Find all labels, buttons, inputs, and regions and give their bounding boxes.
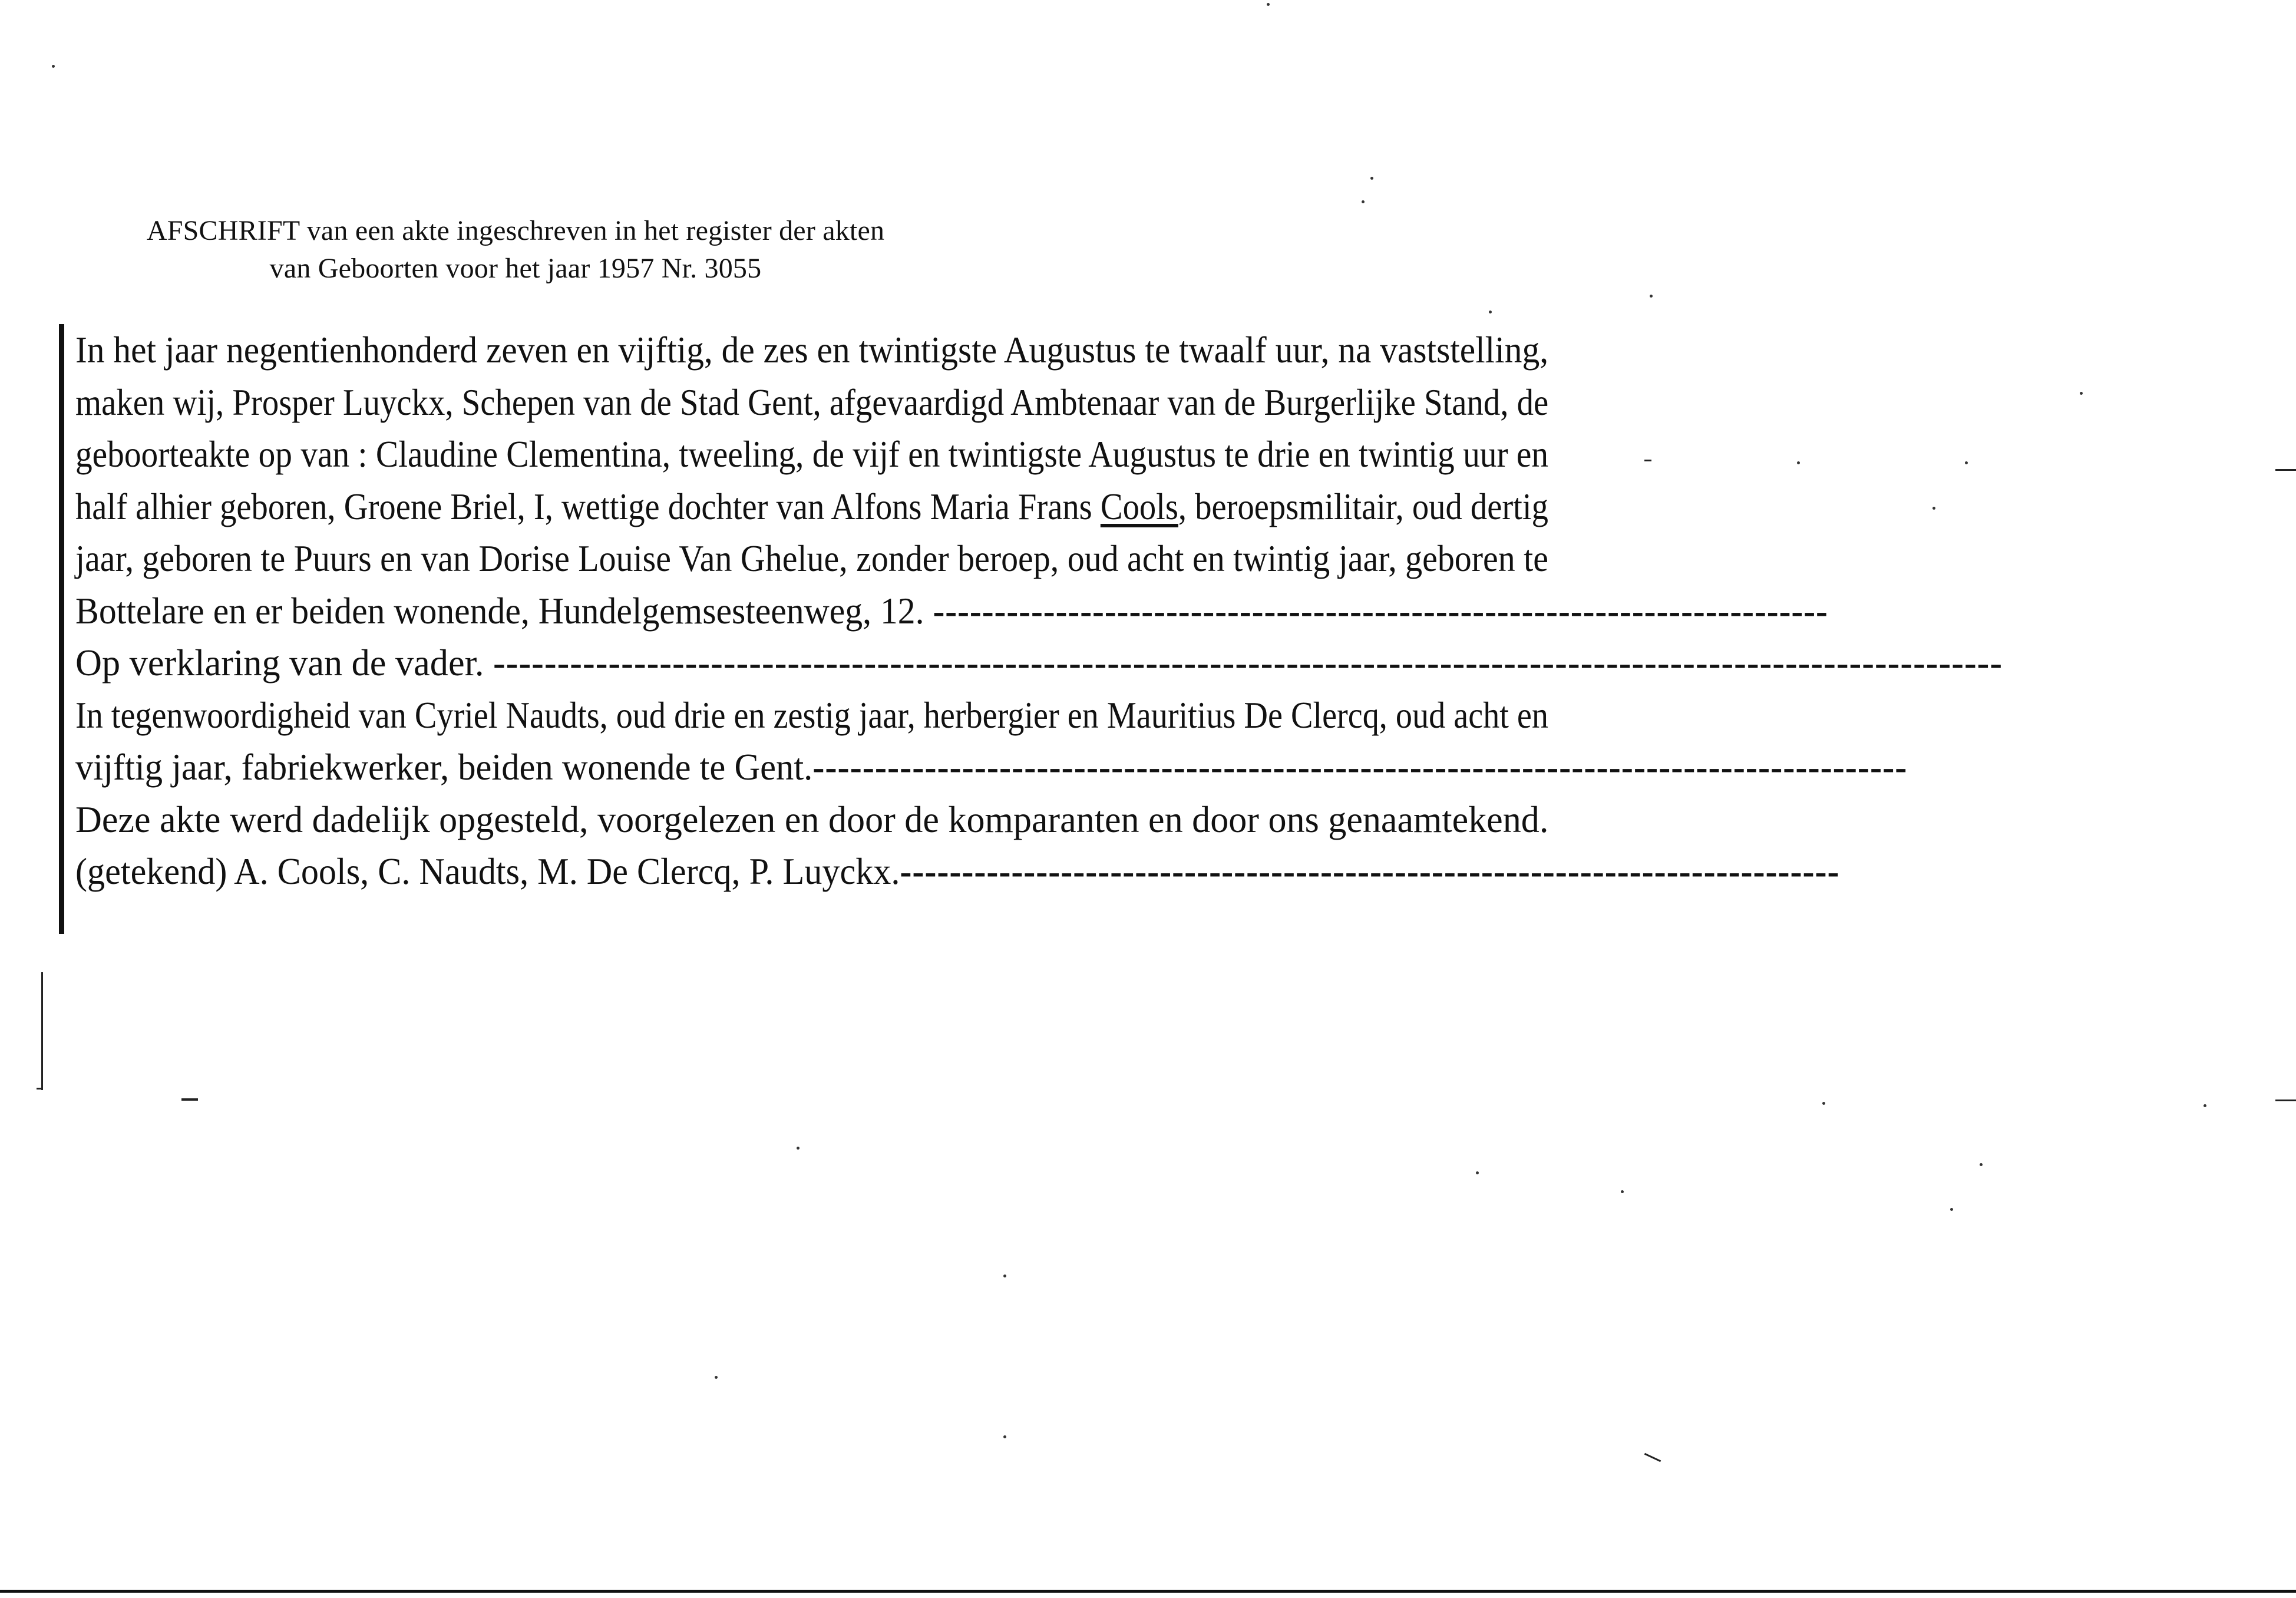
body-line: maken wij, Prosper Luyckx, Schepen van de Stad Gent, afgevaardigd Ambtenaar van de Burgerlijke Stand, de xyxy=(75,381,1549,423)
body-line-text: Bottelare en er beiden wonende, Hundelgemsesteenweg, 12. xyxy=(75,589,924,632)
scan-speck xyxy=(1950,1208,1953,1211)
dash-filler: ------------------------------------------------------------------------- xyxy=(933,589,1828,632)
scan-speck xyxy=(1932,507,1935,510)
body-line-text: (getekend) A. Cools, C. Naudts, M. De Clercq, P. Luyckx. xyxy=(75,850,900,892)
body-line: jaar, geboren te Puurs en van Dorise Louise Van Ghelue, zonder beroep, oud acht en twintig jaar, geboren te xyxy=(75,537,1548,579)
scan-mark-dash xyxy=(2275,1100,2296,1101)
body-line-dashed xyxy=(75,585,1828,638)
scan-speck xyxy=(1003,1275,1006,1277)
deed-body xyxy=(75,324,2003,898)
underlined-surname: Cools xyxy=(1100,485,1178,527)
scan-speck xyxy=(1621,1190,1624,1193)
left-margin-bar xyxy=(59,324,64,934)
scan-speck xyxy=(1003,1435,1006,1438)
scan-speck xyxy=(1476,1171,1479,1174)
scan-mark-dash xyxy=(2275,469,2296,471)
document-heading xyxy=(59,212,972,288)
scan-bottom-edge xyxy=(0,1590,2296,1593)
body-line-text: Op verklaring van de vader. xyxy=(75,642,484,684)
body-line-text: vijftig jaar, fabriekwerker, beiden wonende te Gent. xyxy=(75,746,813,788)
scan-speck xyxy=(1980,1163,1983,1166)
dash-filler: ---------------------------------------------------------------------------------------- xyxy=(812,746,1908,788)
scan-speck xyxy=(715,1376,718,1379)
scan-speck xyxy=(1267,3,1270,6)
scan-speck xyxy=(2204,1104,2206,1107)
scan-speck xyxy=(1362,200,1365,203)
scan-mark-slash xyxy=(1644,1453,1661,1462)
scan-speck xyxy=(1797,461,1800,464)
scan-mark-dash xyxy=(181,1098,198,1101)
heading-line-2: van Geboorten voor het jaar 1957 Nr. 3055 xyxy=(269,253,762,284)
scan-mark-hook xyxy=(37,1088,43,1089)
scan-speck xyxy=(1370,177,1373,180)
scan-speck xyxy=(2080,392,2083,395)
scan-mark-dash xyxy=(1644,460,1651,461)
body-line-part: , beroepsmilitair, oud dertig xyxy=(1178,485,1548,527)
scan-speck xyxy=(1650,295,1653,298)
body-line: Deze akte werd dadelijk opgesteld, voorgelezen en door de komparanten en door ons genaamtekend. xyxy=(75,798,1549,840)
body-line: In het jaar negentienhonderd zeven en vijftig, de zes en twintigste Augustus te twaalf uur, na vaststelling, xyxy=(75,329,1549,371)
scan-speck xyxy=(1822,1102,1825,1105)
body-line-dashed xyxy=(75,637,2003,689)
scan-speck xyxy=(1489,311,1492,313)
body-line-dashed xyxy=(75,741,1908,794)
scan-mark-vertical xyxy=(41,972,43,1090)
body-line: In tegenwoordigheid van Cyriel Naudts, oud drie en zestig jaar, herbergier en Mauritius De Clercq, oud acht en xyxy=(75,694,1548,736)
dash-filler: ---------------------------------------------------------------------------- xyxy=(900,850,1840,892)
body-line: geboorteakte op van : Claudine Clementina, tweeling, de vijf en twintigste Augustus te drie en twintig uur en xyxy=(75,433,1549,475)
scan-speck xyxy=(52,65,55,68)
scan-speck xyxy=(1965,461,1968,464)
scan-speck xyxy=(797,1147,800,1150)
body-line-part: half alhier geboren, Groene Briel, I, wettige dochter van Alfons Maria Frans xyxy=(75,485,1101,527)
heading-line-1: AFSCHRIFT van een akte ingeschreven in het register der akten xyxy=(146,215,885,246)
body-line-dashed xyxy=(75,846,1840,898)
body-line-with-surname xyxy=(75,481,1548,533)
dash-filler: ---------------------------------------------------------------------------------------------------------------------- xyxy=(493,642,2003,684)
